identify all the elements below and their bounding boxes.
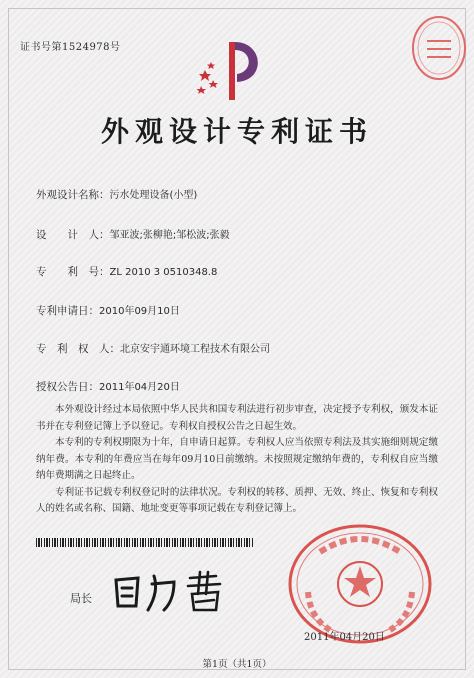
apply-date-value: 2010年09月10日 bbox=[99, 306, 180, 317]
patent-number-label: 专 利 号： bbox=[36, 266, 110, 278]
director-label: 局长 bbox=[70, 592, 92, 605]
grant-date-row bbox=[36, 378, 180, 394]
barcode bbox=[36, 538, 254, 547]
body-paragraph: 专利证书记载专利权登记时的法律状况。专利权的转移、质押、无效、终止、恢复和专利权人的姓名或名称、国籍、地址变更等事项记载在专利登记簿上。 bbox=[36, 486, 438, 514]
owner-label: 专 利 权 人： bbox=[36, 343, 120, 355]
apply-date-label: 专利申请日： bbox=[36, 305, 99, 317]
body-paragraph: 本外观设计经过本局依照中华人民共和国专利法进行初步审查，决定授予专利权，颁发本证书并在专利登记簿上予以登记。专利权自授权公告之日起生效。 bbox=[36, 404, 438, 432]
round-red-stamp-icon bbox=[410, 14, 468, 82]
patent-number-value: ZL 2010 3 0510348.8 bbox=[109, 267, 218, 278]
designer-row bbox=[36, 226, 230, 242]
apply-date-row bbox=[36, 302, 180, 318]
director-signature-icon bbox=[108, 566, 238, 616]
certificate-number: 证书号第1524978号 bbox=[20, 42, 121, 53]
seal-date: 2011年04月20日 bbox=[304, 632, 385, 643]
grant-date-label: 授权公告日： bbox=[36, 381, 99, 393]
owner-row bbox=[36, 340, 270, 356]
designer-value: 邹亚波;张柳艳;邹松波;张毅 bbox=[109, 230, 230, 241]
design-name-label: 外观设计名称： bbox=[36, 189, 110, 201]
designer-label: 设 计 人： bbox=[36, 229, 110, 241]
patent-office-logo-icon bbox=[195, 36, 275, 102]
certificate-title: 外观设计专利证书 bbox=[100, 115, 373, 148]
design-name-row bbox=[36, 186, 197, 202]
owner-value: 北京安宇通环境工程技术有限公司 bbox=[120, 344, 270, 355]
certificate-body bbox=[36, 402, 438, 518]
grant-date-value: 2011年04月20日 bbox=[99, 382, 180, 393]
page-number: 第1页（共1页） bbox=[202, 659, 272, 670]
body-paragraph: 本专利的专利权期限为十年，自申请日起算。专利权人应当依照专利法及其实施细则规定缴纳年费。本专利的年费应当在每年09月10日前缴纳。未按照规定缴纳年费的，专利权自应当缴纳年费期满之日起终止。 bbox=[36, 437, 438, 481]
patent-number-row bbox=[36, 264, 217, 279]
design-name-value: 污水处理设备(小型) bbox=[109, 190, 198, 201]
